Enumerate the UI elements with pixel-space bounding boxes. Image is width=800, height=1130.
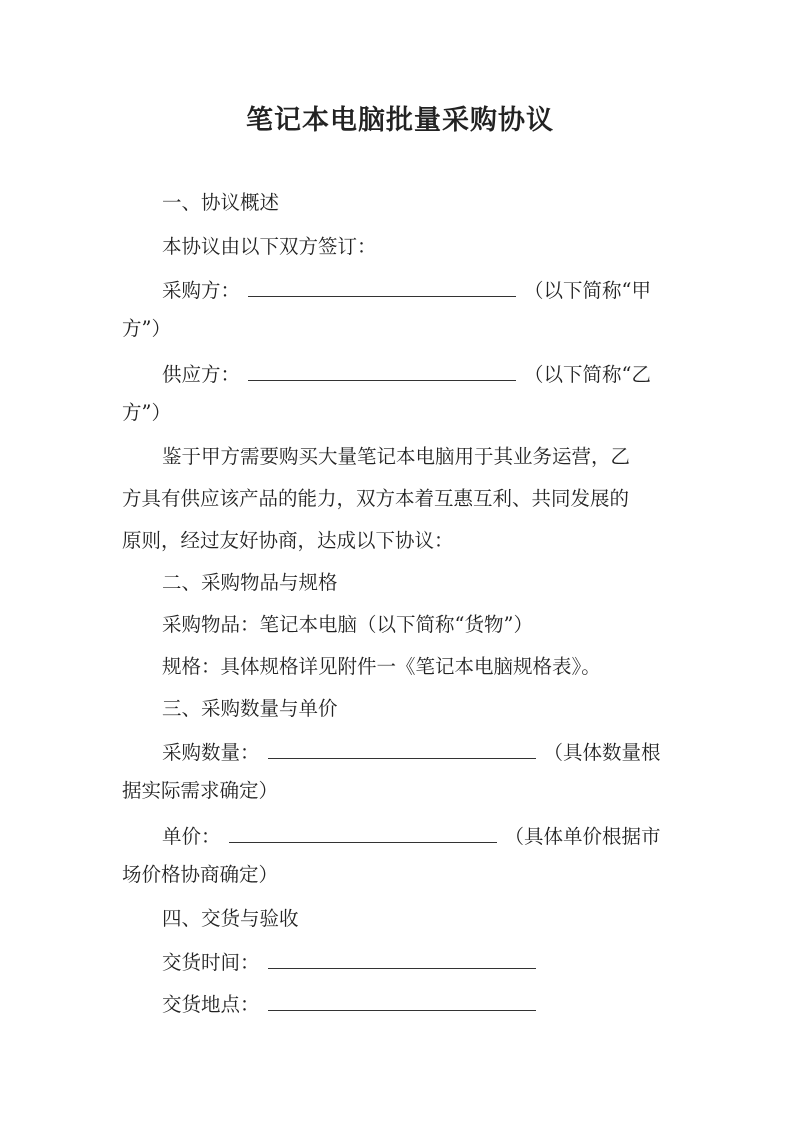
- item-line: 采购物品：笔记本电脑（以下简称“货物”）: [162, 613, 533, 636]
- unit-price-note-continued: 场价格协商确定）: [122, 863, 279, 886]
- spec-line: 规格：具体规格详见附件一《笔记本电脑规格表》。: [162, 655, 601, 678]
- document-title: 笔记本电脑批量采购协议: [246, 105, 554, 136]
- delivery-time-line: [162, 948, 732, 976]
- quantity-note: （具体数量根: [543, 741, 661, 764]
- delivery-time-label: 交货时间：: [162, 951, 260, 974]
- buyer-note: （以下简称“甲: [524, 279, 651, 302]
- section-1-heading: 一、协议概述: [162, 191, 280, 214]
- supplier-note-continued: 方”）: [122, 401, 171, 424]
- section-2-heading: 二、采购物品与规格: [162, 571, 338, 594]
- section-4-heading: 四、交货与验收: [162, 907, 299, 930]
- quantity-line: [162, 738, 732, 766]
- buyer-line: [162, 276, 732, 304]
- section-3-heading: 三、采购数量与单价: [162, 697, 338, 720]
- buyer-blank: [248, 276, 516, 297]
- section-1-intro: 本协议由以下双方签订：: [162, 235, 377, 258]
- recital-line-3: 原则，经过友好协商，达成以下协议：: [122, 529, 454, 552]
- unit-price-note: （具体单价根据市: [504, 825, 661, 848]
- supplier-line: [162, 360, 732, 388]
- delivery-place-blank: [268, 990, 536, 1011]
- unit-price-line: [162, 822, 732, 850]
- unit-price-label: 单价：: [162, 825, 221, 848]
- quantity-note-continued: 据实际需求确定）: [122, 779, 279, 802]
- buyer-note-continued: 方”）: [122, 317, 171, 340]
- supplier-label: 供应方：: [162, 363, 241, 386]
- unit-price-blank: [229, 822, 497, 843]
- recital-line-1: 鉴于甲方需要购买大量笔记本电脑用于其业务运营，乙: [162, 445, 631, 468]
- recital-line-2: 方具有供应该产品的能力，双方本着互惠互利、共同发展的: [122, 487, 630, 510]
- buyer-label: 采购方：: [162, 279, 241, 302]
- delivery-time-blank: [268, 948, 536, 969]
- delivery-place-label: 交货地点：: [162, 993, 260, 1016]
- supplier-note: （以下简称“乙: [524, 363, 651, 386]
- delivery-place-line: [162, 990, 732, 1018]
- quantity-blank: [268, 738, 536, 759]
- quantity-label: 采购数量：: [162, 741, 260, 764]
- supplier-blank: [248, 360, 516, 381]
